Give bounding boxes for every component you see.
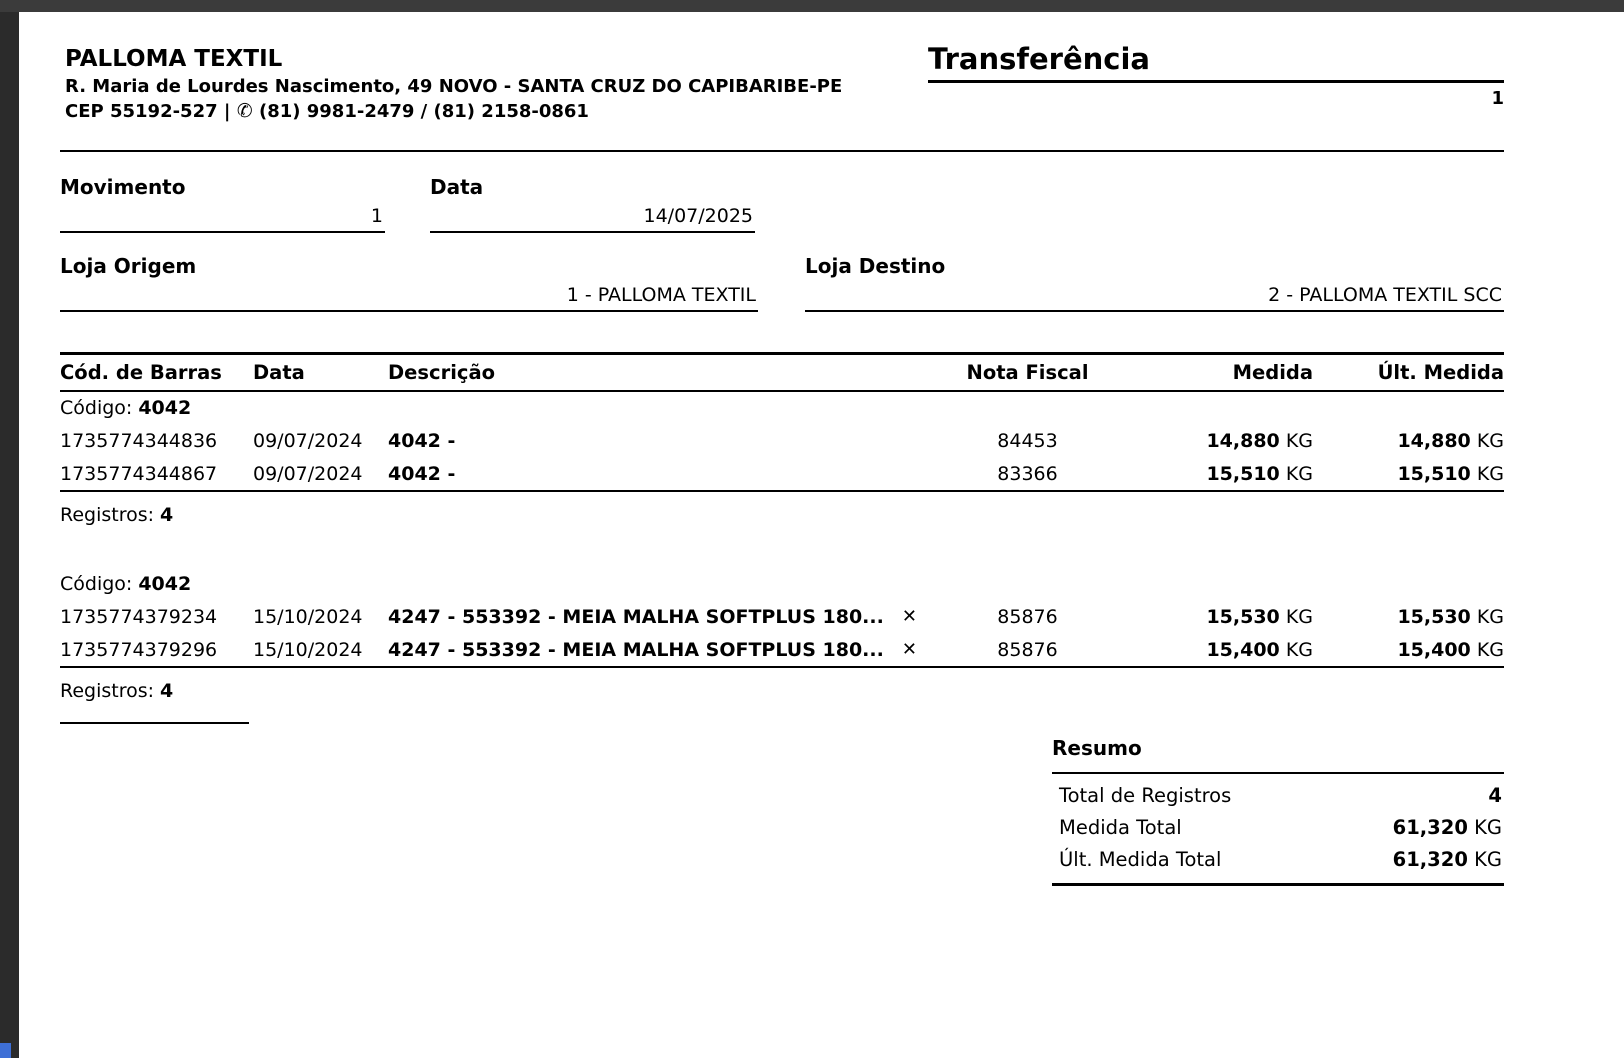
company-phones: (81) 9981-2479 / (81) 2158-0861 bbox=[258, 101, 589, 122]
summary-title: Resumo bbox=[1052, 736, 1142, 760]
company-name: PALLOMA TEXTIL bbox=[65, 46, 283, 72]
summary-row bbox=[1052, 811, 1504, 843]
last-measure-cell: 15,400 KG bbox=[1397, 638, 1504, 661]
summary-panel bbox=[1052, 736, 1504, 886]
group-registros bbox=[60, 668, 1504, 702]
group-code-label: Código: bbox=[60, 573, 133, 595]
date-cell: 09/07/2024 bbox=[253, 429, 363, 452]
table-row bbox=[60, 600, 1504, 633]
group-code-value: 4042 bbox=[138, 397, 192, 419]
summary-label: Últ. Medida Total bbox=[1059, 847, 1222, 871]
table-group bbox=[60, 568, 1504, 702]
items-table bbox=[60, 352, 1504, 702]
description-cell: 4042 - bbox=[388, 429, 456, 452]
last-measure-cell: 15,510 KG bbox=[1397, 462, 1504, 485]
summary-row bbox=[1052, 843, 1504, 875]
field-data-value: 14/07/2025 bbox=[643, 205, 753, 227]
date-cell: 15/10/2024 bbox=[253, 638, 363, 661]
last-measure-cell: 14,880 KG bbox=[1397, 429, 1504, 452]
date-cell: 15/10/2024 bbox=[253, 605, 363, 628]
barcode-cell: 1735774379234 bbox=[60, 605, 218, 628]
measure-cell: 14,880 KG bbox=[1206, 429, 1313, 452]
summary-value: 61,320 KG bbox=[1392, 815, 1502, 839]
registros-label: Registros: bbox=[60, 680, 155, 702]
corner-accent bbox=[0, 1043, 11, 1058]
measure-cell: 15,400 KG bbox=[1206, 638, 1313, 661]
date-cell: 09/07/2024 bbox=[253, 462, 363, 485]
registros-count: 4 bbox=[160, 680, 174, 702]
field-loja-origem bbox=[60, 254, 758, 312]
registros-count: 4 bbox=[160, 504, 174, 526]
field-loja-origem-value: 1 - PALLOMA TEXTIL bbox=[566, 284, 756, 306]
invoice-cell: 85876 bbox=[997, 605, 1058, 628]
invoice-cell: 85876 bbox=[997, 638, 1058, 661]
table-row bbox=[60, 457, 1504, 490]
description-cell: 4042 - bbox=[388, 462, 456, 485]
description-cell: 4247 - 553392 - MEIA MALHA SOFTPLUS 180... ✕ bbox=[388, 638, 917, 661]
invoice-cell: 83366 bbox=[997, 462, 1058, 485]
multiply-icon: ✕ bbox=[901, 639, 917, 660]
summary-label: Medida Total bbox=[1059, 815, 1182, 839]
header-date: Data bbox=[253, 361, 305, 384]
company-address: R. Maria de Lourdes Nascimento, 49 NOVO - SANTA CRUZ DO CAPIBARIBE-PE bbox=[65, 76, 843, 97]
multiply-icon: ✕ bbox=[901, 606, 917, 627]
company-cep: CEP 55192-527 bbox=[65, 101, 218, 122]
field-movimento bbox=[60, 175, 385, 233]
invoice-cell: 84453 bbox=[997, 429, 1058, 452]
header-last-measure: Últ. Medida bbox=[1377, 361, 1504, 384]
company-contact bbox=[65, 99, 842, 124]
summary-label: Total de Registros bbox=[1059, 783, 1232, 807]
header-divider bbox=[60, 150, 1504, 152]
phone-icon: ✆ bbox=[236, 100, 253, 122]
group-code-label: Código: bbox=[60, 397, 133, 419]
field-loja-destino-value: 2 - PALLOMA TEXTIL SCC bbox=[1268, 284, 1502, 306]
field-loja-origem-label: Loja Origem bbox=[60, 254, 197, 278]
title-block bbox=[928, 42, 1504, 109]
field-loja-destino-label: Loja Destino bbox=[805, 254, 946, 278]
header-invoice: Nota Fiscal bbox=[966, 361, 1089, 384]
last-measure-cell: 15,530 KG bbox=[1397, 605, 1504, 628]
summary-body bbox=[1052, 772, 1504, 886]
header-measure: Medida bbox=[1232, 361, 1313, 384]
measure-cell: 15,510 KG bbox=[1206, 462, 1313, 485]
document-title: Transferência bbox=[928, 42, 1504, 83]
table-row bbox=[60, 424, 1504, 457]
summary-row bbox=[1052, 779, 1504, 811]
page-number: 1 bbox=[1491, 88, 1504, 109]
field-data bbox=[430, 175, 755, 233]
company-header bbox=[65, 45, 842, 124]
viewer-top-strip bbox=[0, 0, 1624, 12]
barcode-cell: 1735774344836 bbox=[60, 429, 218, 452]
barcode-cell: 1735774344867 bbox=[60, 462, 218, 485]
signature-line bbox=[60, 722, 249, 724]
field-loja-destino bbox=[805, 254, 1504, 312]
summary-value: 4 bbox=[1488, 783, 1502, 807]
table-header-row bbox=[60, 352, 1504, 392]
field-movimento-label: Movimento bbox=[60, 175, 186, 199]
group-code-value: 4042 bbox=[138, 573, 192, 595]
group-code bbox=[60, 392, 1504, 424]
separator: | bbox=[223, 101, 231, 122]
summary-value: 61,320 KG bbox=[1392, 847, 1502, 871]
barcode-cell: 1735774379296 bbox=[60, 638, 218, 661]
group-code bbox=[60, 568, 1504, 600]
header-barcode: Cód. de Barras bbox=[60, 361, 222, 384]
measure-cell: 15,530 KG bbox=[1206, 605, 1313, 628]
document-page bbox=[19, 12, 1624, 1058]
table-row bbox=[60, 633, 1504, 666]
field-movimento-value: 1 bbox=[370, 205, 383, 227]
description-cell: 4247 - 553392 - MEIA MALHA SOFTPLUS 180... ✕ bbox=[388, 605, 917, 628]
registros-label: Registros: bbox=[60, 504, 155, 526]
group-registros bbox=[60, 492, 1504, 526]
field-data-label: Data bbox=[430, 175, 484, 199]
header-description: Descrição bbox=[388, 361, 495, 384]
table-group bbox=[60, 392, 1504, 526]
